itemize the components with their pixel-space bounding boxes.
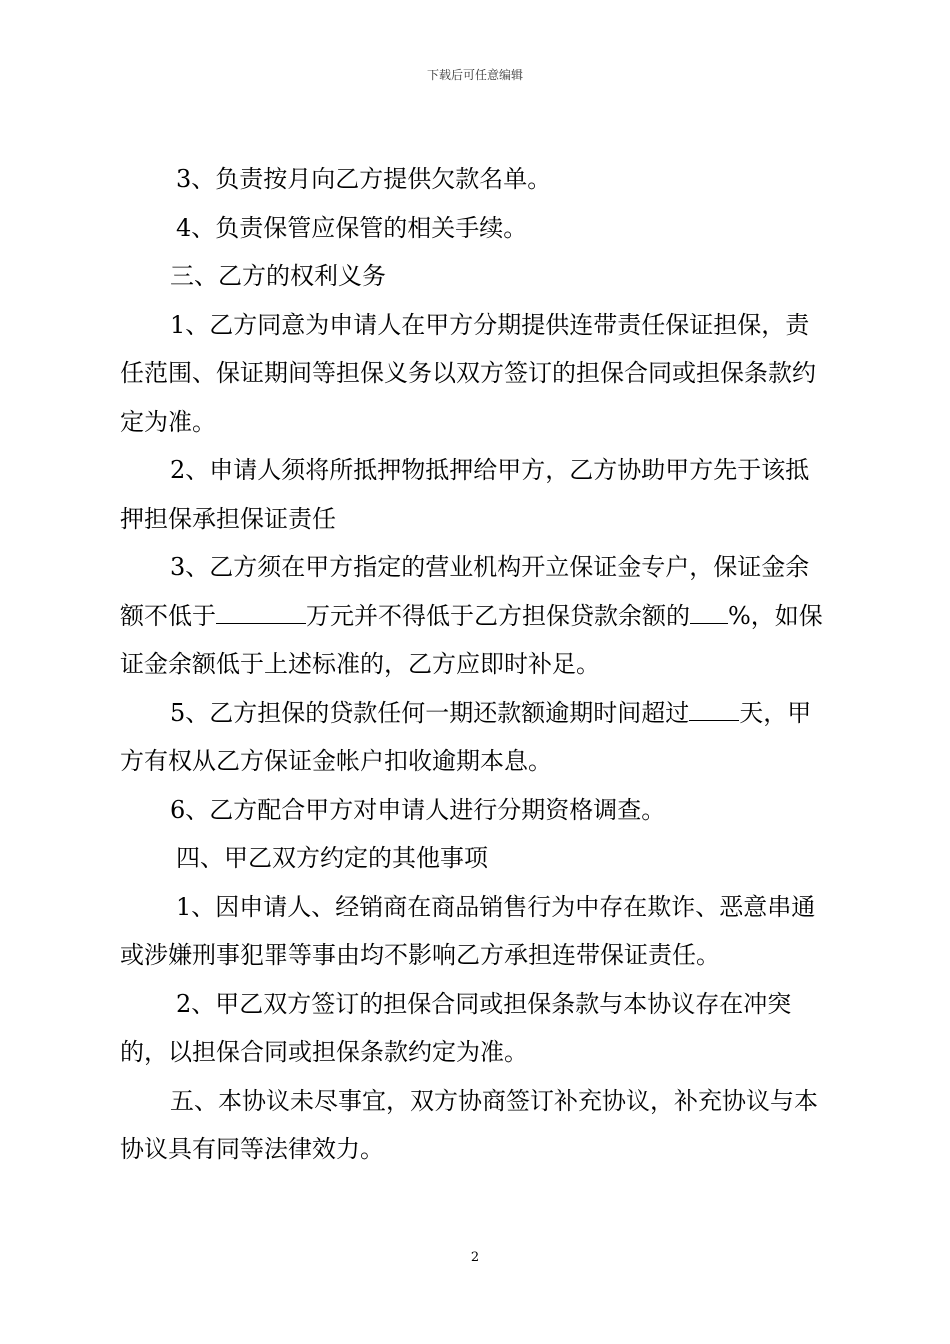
overdue-text-b: 天，甲方有权从乙方保证金帐户扣收逾期本息。 [120,698,812,775]
paragraph-overdue [120,689,832,786]
document-body [120,155,832,1174]
section-heading-3: 三、乙方的权利义务 [170,262,386,290]
paragraph-qualification: 6、乙方配合甲方对申请人进行分期资格调查。 [170,795,666,824]
overdue-text-a: 5、乙方担保的贷款任何一期还款额逾期时间超过 [170,698,690,727]
paragraph-conflict: 2、甲乙双方签订的担保合同或担保条款与本协议存在冲突的，以担保合同或担保条款约定为准。 [120,989,792,1066]
paragraph-fraud: 1、因申请人、经销商在商品销售行为中存在欺诈、恶意串通或涉嫌刑事犯罪等事由均不影响乙方承担连带保证责任。 [120,892,816,969]
deposit-text-b: 万元并不得低于乙方担保贷款余额的 [306,601,690,630]
paragraph-deposit-account [120,543,832,689]
deposit-amount-blank [216,601,306,624]
page-number: 2 [470,1250,480,1265]
deposit-percent-blank [690,601,728,624]
section-heading-5: 五、本协议未尽事宜，双方协商签订补充协议，补充协议与本协议具有同等法律效力。 [120,1086,818,1163]
deposit-text-a: 3、乙方须在甲方指定的营业机构开立保证金专户，保证金余额不低于 [120,553,810,630]
paragraph-collateral: 2、申请人须将所抵押物抵押给甲方，乙方协助甲方先于该抵押担保承担保证责任 [120,456,810,533]
overdue-days-blank [689,698,739,721]
page-header: 下载后可任意编辑 [426,68,523,82]
section-heading-4: 四、甲乙双方约定的其他事项 [176,844,488,872]
paragraph-item-3: 3、负责按月向乙方提供欠款名单。 [176,165,552,193]
paragraph-item-4: 4、负责保管应保管的相关手续。 [176,213,528,242]
paragraph-guarantee-scope: 1、乙方同意为申请人在甲方分期提供连带责任保证担保，责任范围、保证期间等担保义务以双方签订的担保合同或担保条款约定为准。 [120,310,816,436]
deposit-text-c: %，如保证金余额低于上述标准的，乙方应即时补足。 [120,601,823,678]
